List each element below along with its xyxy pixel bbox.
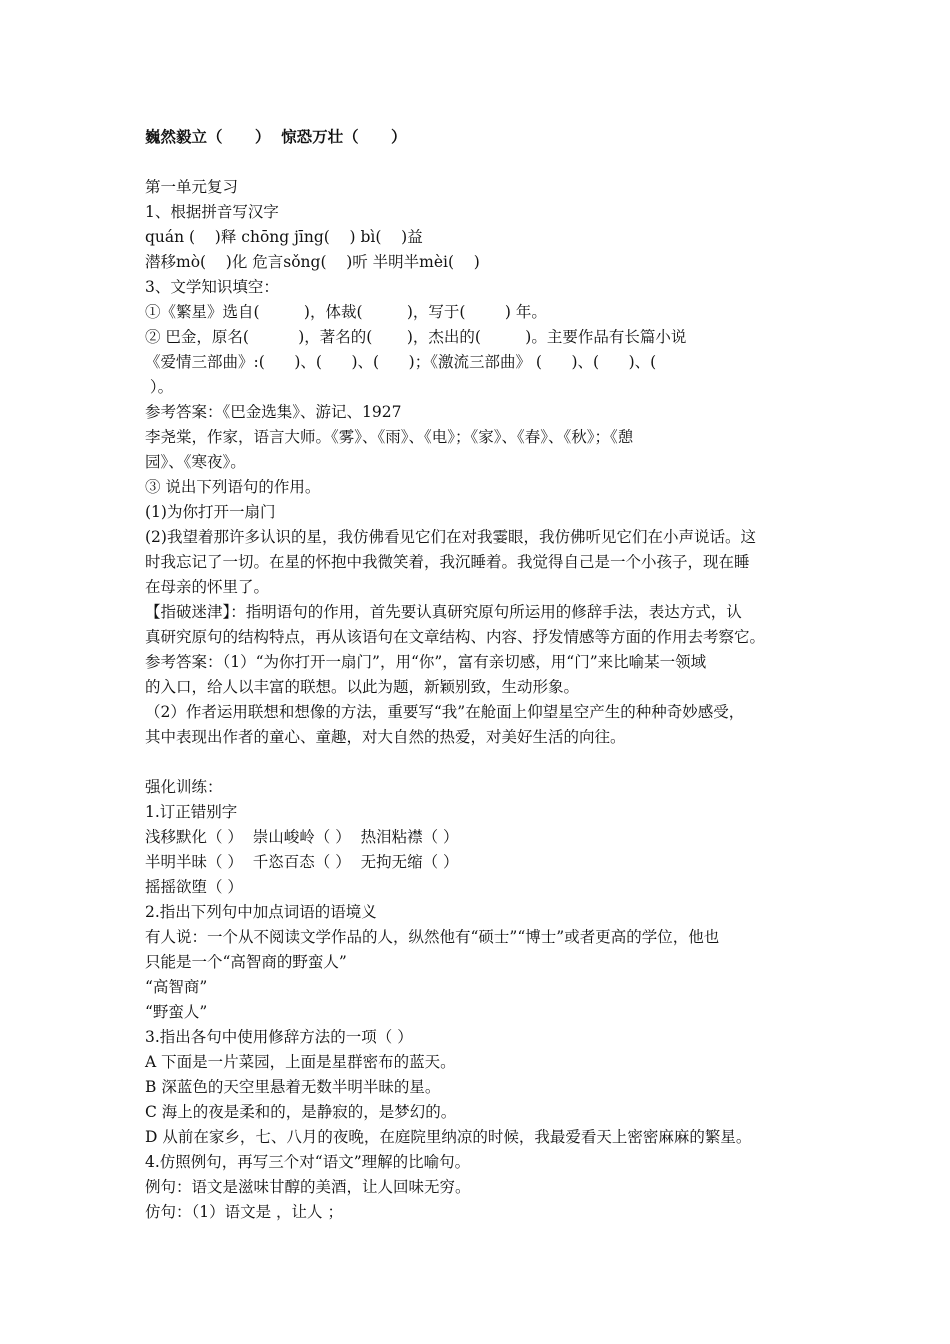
section-title: 第一单元复习 (145, 178, 239, 196)
answer-line: （2）作者运用联想和想像的方法，重要写“我”在舱面上仰望星空产生的种种奇妙感受， (145, 703, 745, 721)
question-heading: 1、根据拼音写汉字 (145, 203, 279, 221)
exercise-line: 例句：语文是滋味甘醇的美酒，让人回味无穷。 (145, 1178, 471, 1196)
fill-blank-line: ② 巴金，原名( )，著名的( )，杰出的( )。主要作品有长篇小说 (145, 328, 687, 346)
exercise-line: 浅移默化（ ） 崇山峻岭（ ） 热泪粘襟（ ） (145, 828, 459, 846)
exercise-line: 半明半昧（ ） 千恣百态（ ） 无拘无缩（ ） (145, 853, 459, 871)
question-heading: 4.仿照例句，再写三个对“语文”理解的比喻句。 (145, 1153, 471, 1171)
question-heading: ③ 说出下列语句的作用。 (145, 478, 321, 496)
fill-blank-line: ①《繁星》选自( )，体裁( )，写于( ) 年。 (145, 303, 547, 321)
exercise-line: “高智商” (145, 978, 208, 996)
tip-line: 真研究原句的结构特点，再从该语句在文章结构、内容、抒发情感等方面的作用去考察它。 (145, 628, 766, 646)
exercise-line: “野蛮人” (145, 1003, 208, 1021)
sentence-line: 在母亲的怀里了。 (145, 578, 270, 596)
answer-line: 其中表现出作者的童心、童趣，对大自然的热爱，对美好生活的向往。 (145, 728, 626, 746)
exercise-line: 只能是一个“高智商的野蛮人” (145, 953, 347, 971)
option-line: D 从前在家乡，七、八月的夜晚，在庭院里纳凉的时候，我最爱看天上密密麻麻的繁星。 (145, 1128, 752, 1146)
option-line: C 海上的夜是柔和的，是静寂的，是梦幻的。 (145, 1103, 457, 1121)
option-line: B 深蓝色的天空里悬着无数半明半昧的星。 (145, 1078, 441, 1096)
pinyin-line: quán ( )释 chōng jīng( ) bì( )益 (145, 228, 423, 246)
sentence-line: 时我忘记了一切。在星的怀抱中我微笑着，我沉睡着。我觉得自己是一个小孩子，现在睡 (145, 553, 750, 571)
option-line: A 下面是一片菜园，上面是星群密布的蓝天。 (145, 1053, 456, 1071)
question-heading: 1.订正错别字 (145, 803, 238, 821)
fill-blank-line: ）。 (145, 378, 174, 396)
question-heading: 2.指出下列句中加点词语的语境义 (145, 903, 377, 921)
answer-line: 的入口，给人以丰富的联想。以此为题，新颖别致，生动形象。 (145, 678, 580, 696)
answer-line: 李尧棠，作家，语言大师。《雾》、《雨》、《电》；《家》、《春》、《秋》；《憩 (145, 428, 634, 446)
tip-line: 【指破迷津】：指明语句的作用，首先要认真研究原句所运用的修辞手法，表达方式，认 (145, 603, 742, 621)
answer-line: 园》、《寒夜》。 (145, 453, 246, 471)
sentence-line: (1)为你打开一扇门 (145, 503, 276, 521)
fill-blank-line: 《爱情三部曲》:( )、( )、( )；《激流三部曲》 ( )、( )、( (145, 353, 657, 371)
question-heading: 3、文学知识填空： (145, 278, 279, 296)
sentence-line: (2)我望着那许多认识的星，我仿佛看见它们在对我霎眼，我仿佛听见它们在小声说话。这 (145, 528, 756, 546)
section-title: 强化训练： (145, 778, 223, 796)
exercise-line: 仿句：（1）语文是 ，让人 ； (145, 1203, 343, 1221)
question-heading: 3.指出各句中使用修辞方法的一项（ ） (145, 1028, 413, 1046)
answer-line: 参考答案：（1）“为你打开一扇门”，用“你”，富有亲切感，用“门”来比喻某一领域 (145, 653, 707, 671)
exercise-line: 有人说：一个从不阅读文学作品的人，纵然他有“硕士”“博士”或者更高的学位，他也 (145, 928, 720, 946)
idiom-correction-line: 巍然毅立（ ） 惊恐万壮（ ） (145, 127, 407, 146)
exercise-line: 摇摇欲堕（ ） (145, 878, 243, 896)
pinyin-line: 潜移mò( )化 危言sǒng( )听 半明半mèi( ) (145, 253, 480, 271)
answer-line: 参考答案：《巴金选集》、游记、1927 (145, 403, 402, 421)
